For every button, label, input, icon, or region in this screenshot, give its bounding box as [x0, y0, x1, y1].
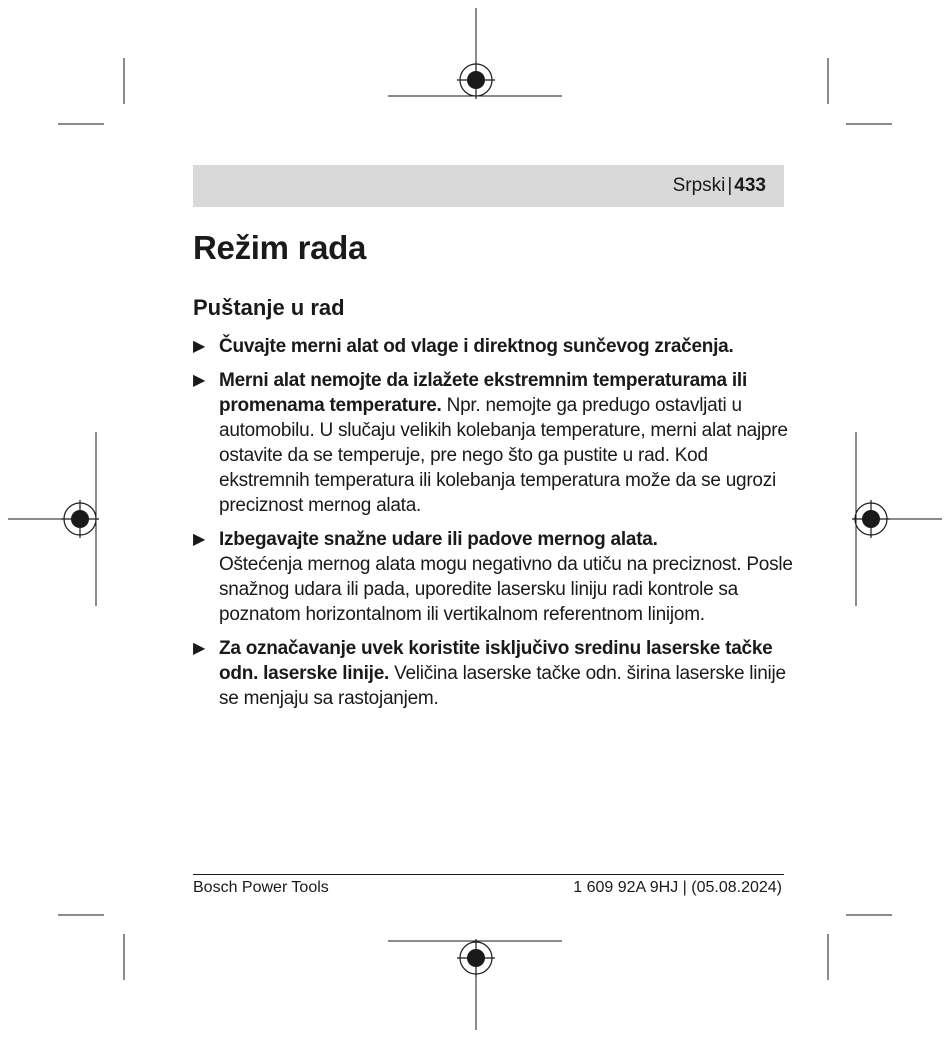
item-lead: Čuvajte merni alat od vlage i direktnog sunčevog zračenja.: [219, 336, 734, 357]
item-text: Npr. nemojte ga predugo ostavljati u automobilu. U slučaju velikih kolebanja temperature, merni alat najpre ostavite da se temperuje, pre nego što ga pustite u rad. Kod ekstremnih temperatura ili kolebanja temperatura može da se ugrozi preciznost mernog alata.: [219, 395, 788, 516]
list-item: [193, 334, 793, 359]
footer-divider: [193, 874, 784, 875]
bullet-triangle-icon: ▶: [193, 640, 206, 657]
registration-mark-bottom-icon: [457, 939, 495, 977]
page-header-label: [673, 175, 766, 197]
list-item: [193, 368, 793, 518]
bullet-triangle-icon: ▶: [193, 372, 206, 389]
item-lead: Izbegavajte snažne udare ili padove mernog alata.: [219, 529, 658, 550]
instruction-list: [193, 334, 793, 720]
page-header: [193, 165, 784, 207]
header-language: Srpski: [672, 175, 726, 196]
header-separator: |: [727, 175, 733, 196]
footer-document-id: 1 609 92A 9HJ | (05.08.2024): [573, 879, 782, 896]
page-number: 433: [734, 175, 766, 196]
item-lead: Za označavanje uvek koristite isključivo sredinu laserske tačke odn. laserske linije.: [219, 638, 773, 684]
section-heading: Puštanje u rad: [193, 295, 345, 320]
list-item: [193, 527, 793, 627]
item-text: Veličina laserske tačke odn. širina laserske linije se menjaju sa rastojanjem.: [219, 663, 786, 709]
registration-mark-left-icon: [61, 500, 99, 538]
item-text: Oštećenja mernog alata mogu negativno da utiču na preciznost. Posle snažnog udara ili pada, uporedite lasersku liniju radi kontrole sa poznatom horizontalnom ili vertikalnom referentnom linijom.: [219, 554, 793, 625]
registration-mark-top-icon: [457, 61, 495, 99]
list-item: [193, 636, 793, 711]
item-lead: Merni alat nemojte da izlažete ekstremnim temperaturama ili promenama temperature.: [219, 370, 747, 416]
bullet-triangle-icon: ▶: [193, 531, 206, 548]
page-title: Režim rada: [193, 229, 367, 266]
registration-mark-right-icon: [852, 500, 890, 538]
bullet-triangle-icon: ▶: [193, 338, 206, 355]
footer-publisher: Bosch Power Tools: [193, 879, 329, 896]
